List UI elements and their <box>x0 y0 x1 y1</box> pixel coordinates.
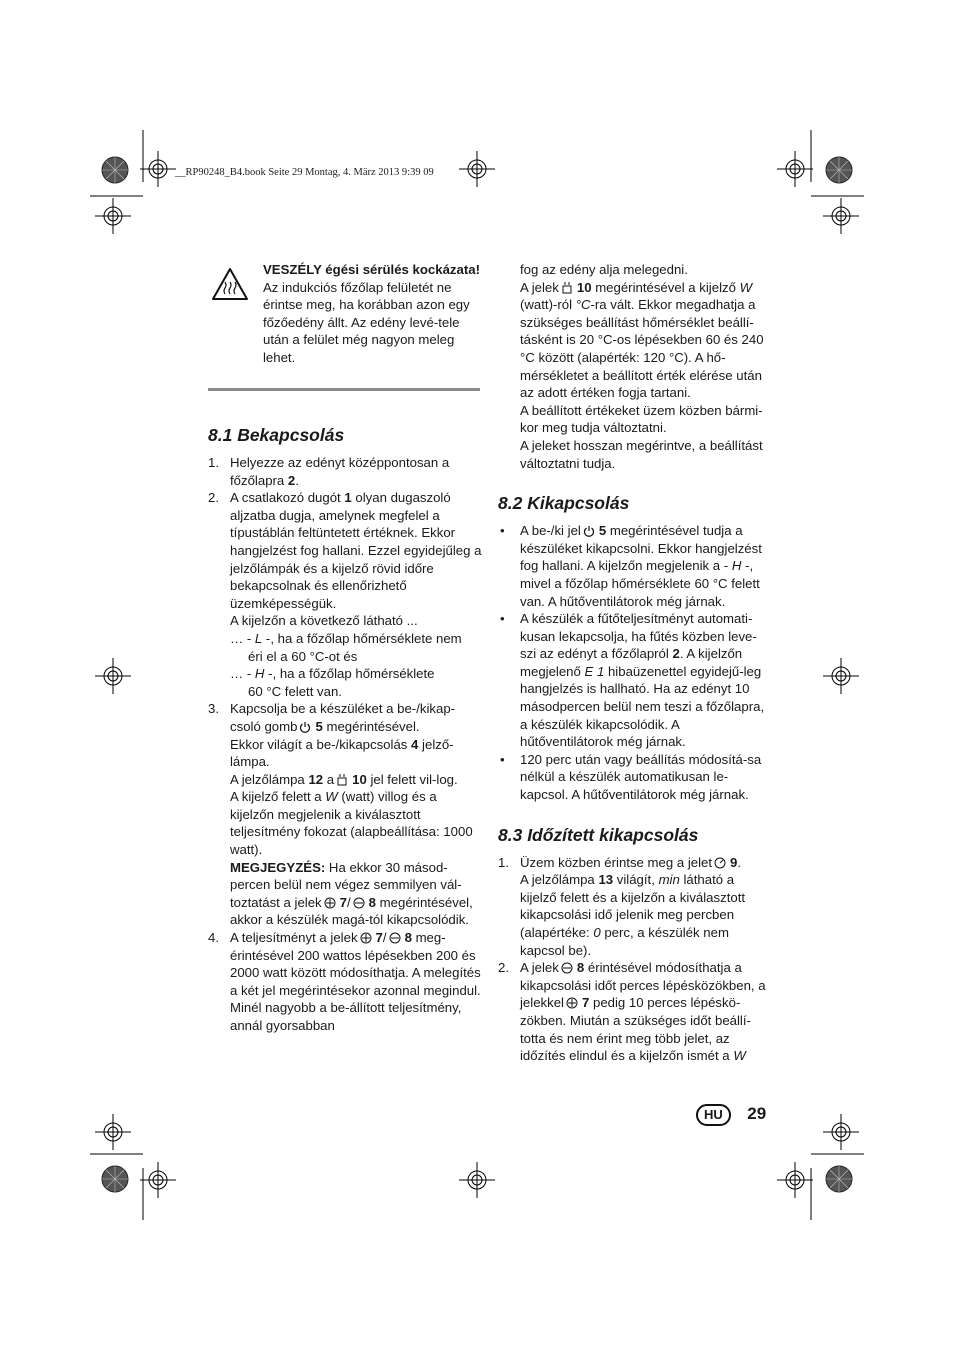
registration-crosshair-tc <box>459 151 495 187</box>
error-code: E 1 <box>584 663 605 679</box>
text: . <box>295 472 299 488</box>
text: A kijelzőn a következő látható ... <box>230 613 418 629</box>
item-number: 1. <box>208 455 219 470</box>
bullet-item-2 <box>498 610 772 751</box>
power-icon <box>583 525 595 537</box>
text: világít, <box>613 872 659 888</box>
timer-icon <box>714 857 726 869</box>
registration-crosshair-tr <box>777 151 813 187</box>
color-wheel-br <box>825 1165 853 1193</box>
bullet: • <box>500 751 505 767</box>
warning-body: Az indukciós főzőlap felületét ne érintse meg, ha korábban azon egy főzőedény állt. Az edény levé-tele után a felület még nagyon meleg lehet. <box>263 279 470 365</box>
text: A beállított értékeket üzem közben bármi-kor meg tudja változtatni. <box>520 402 763 436</box>
bullet-item-3 <box>498 751 772 804</box>
minus-icon <box>353 897 365 909</box>
book-file-header: __RP90248_B4.book Seite 29 Montag, 4. März 2013 9:39 09 <box>175 167 434 178</box>
ref-num: 10 <box>352 771 367 787</box>
display-H-line <box>208 665 482 683</box>
ref-num: 4 <box>411 736 419 752</box>
color-wheel-bl <box>101 1165 129 1193</box>
bullet: • <box>500 523 505 539</box>
text: meg-érintésével 200 wattos lépésekben 200 és 2000 watt között módosíthatja. A melegítés a két jel megérintésekor azonnal megindul. Minél nagyobb a be-állított teljesítmény, annál gyorsabban <box>230 930 481 1033</box>
registration-crosshair-br <box>777 1162 813 1198</box>
text: . A kijelzőn megjelenő <box>520 646 743 679</box>
color-wheel-tl <box>101 156 129 184</box>
text: látható a kijelző felett és a kijelzőn a kiválasztott kikapcsolási idő jelenik meg percben (alapértéke: <box>520 872 746 940</box>
cooking-pot-icon <box>336 773 348 786</box>
text: -ra vált. Ekkor megadhatja a szükséges beállítást hőmérséklet beállí-tásként is 20 °C-os lépésekben 60 és 240 °C között (alapérték: 120 °C). A hő-mérsékletet a beállított érték elérése után az adott értéken fogja tartani. <box>520 297 764 401</box>
list-item-4 <box>208 929 482 1035</box>
text: A kijelző felett a <box>230 789 326 805</box>
text: jel felett vil-log. <box>366 771 458 787</box>
ref-num: 2 <box>287 472 296 488</box>
text: olyan dugaszoló aljzatba dugja, amelynek megfelel a típustáblán feltüntetett értéknek. Ekkor hangjelzést fog hallani. Ezzel egyidejűleg a jelzőlámpák és a kijelző rövid időre bekapcsolnak és ellenőrizhető üzemképességük. <box>230 490 482 611</box>
text: 60 °C felett van. <box>248 683 342 699</box>
text: jelző-lámpa. <box>230 736 454 770</box>
registration-crosshair-r2 <box>823 658 859 694</box>
text: (watt)-ról <box>520 297 576 313</box>
ref-num: 10 <box>576 279 592 295</box>
text: … - <box>230 666 255 682</box>
ref-num: 2 <box>672 646 680 662</box>
page-number: 29 <box>747 1104 767 1123</box>
text: / <box>346 894 351 910</box>
display-L: L <box>254 630 263 646</box>
text: éri el a 60 °C-ot és <box>248 648 358 664</box>
registration-crosshair-tl <box>140 151 176 187</box>
text: A teljesítményt a jelek <box>230 930 358 946</box>
ref-num: 8 <box>368 894 376 910</box>
text: fog az edény alja melegedni. <box>520 262 688 277</box>
text: A jelzőlámpa <box>520 872 599 888</box>
text: A jelek <box>520 960 559 976</box>
section-8-2-title: 8.2 Kikapcsolás <box>498 493 630 514</box>
text: Kapcsolja be a készüléket a be-/kikap-csoló gomb <box>230 701 456 734</box>
text: Üzem közben érintse meg a jelet <box>520 854 713 870</box>
ref-num: 5 <box>315 718 323 734</box>
text: A jelzőlámpa <box>230 771 309 787</box>
text: A csatlakozó dugót <box>230 490 345 506</box>
text: A készülék a fűtőteljesítményt automati-kusan lekapcsolja, ha fűtés közben leve-szi az edényt a főzőlapról <box>520 611 757 662</box>
page-footer <box>696 1104 766 1126</box>
text: Ekkor világít a be-/kikapcsolás <box>230 736 412 752</box>
unit-W: W <box>733 1048 746 1064</box>
text: / <box>382 930 387 946</box>
display-min: min <box>658 872 680 888</box>
plus-icon <box>360 932 372 944</box>
registration-crosshair-l2 <box>95 658 131 694</box>
warning-box <box>208 261 480 367</box>
registration-crosshair-bc <box>459 1162 495 1198</box>
text: a <box>323 771 335 787</box>
registration-crosshair-bl <box>140 1162 176 1198</box>
text: Helyezze az edényt középpontosan a főzőlapra <box>230 455 450 488</box>
unit-W: W <box>739 279 753 295</box>
text: megérintésével a kijelző <box>591 279 740 295</box>
text: (watt) villog és a kijelzőn megjelenik a kiválasztott teljesítmény fokozat (alapbeállítása: 1000 watt). <box>230 789 473 858</box>
text: … - <box>230 630 255 646</box>
section-8-3-title: 8.3 Időzített kikapcsolás <box>498 824 699 845</box>
unit-W: W <box>325 789 338 805</box>
timer-item-2 <box>498 959 772 1065</box>
text: A be-/ki jel <box>520 523 581 539</box>
item-number: 4. <box>208 930 219 946</box>
warning-title: VESZÉLY égési sérülés kockázata! <box>263 262 480 277</box>
registration-crosshair-r1 <box>823 198 859 234</box>
color-wheel-tr <box>825 156 853 184</box>
ref-num: 5 <box>598 523 607 539</box>
item-number: 1. <box>498 854 509 870</box>
list-item-1 <box>208 454 482 489</box>
text: pedig 10 perces lépéskö-zökben. Miután a szükséges időt beállí-totta és nem érint meg több jelet, az időzítés elindul és a kijelzőn ismét a <box>520 995 751 1064</box>
text: érintésével módosíthatja a kikapcsolási időt perces lépésközökben, a jelekkel <box>520 960 766 1011</box>
display-L-line <box>208 630 482 648</box>
item-number: 3. <box>208 701 219 717</box>
plus-icon <box>324 897 336 909</box>
cooking-pot-icon <box>561 281 573 294</box>
display-H: H <box>731 558 742 574</box>
text: megérintésével, akkor a készülék magá-tól kikapcsolódik. <box>230 894 473 928</box>
registration-crosshair-l1 <box>95 198 131 234</box>
text: megérintésével tudja a készüléket kikapcsolni. Ekkor hangjelzést fog hallani. A kijelzőn megjelenik a - <box>520 523 762 574</box>
minus-icon <box>561 962 573 974</box>
display-H: H <box>254 666 265 682</box>
ref-num: 12 <box>308 771 324 787</box>
text: A jeleket hosszan megérintve, a beállítást változtatni tudja. <box>520 437 763 471</box>
power-icon <box>299 721 311 733</box>
text: -, ha a főzőlap hőmérséklete <box>264 666 435 682</box>
minus-icon <box>389 932 401 944</box>
language-badge: HU <box>696 1104 731 1126</box>
ref-num: 1 <box>344 490 352 506</box>
section-8-1-title: 8.1 Bekapcsolás <box>208 425 345 445</box>
registration-crosshair-r3 <box>823 1114 859 1150</box>
item-number: 2. <box>208 490 219 506</box>
ref-num: 7 <box>581 995 590 1011</box>
unit-C: °C <box>575 297 591 313</box>
list-item-2 <box>208 489 482 630</box>
bullet: • <box>500 611 505 627</box>
text: . <box>737 854 742 870</box>
warning-divider <box>208 388 480 391</box>
left-column <box>208 424 482 1035</box>
right-column <box>498 261 772 1065</box>
ref-num: 7 <box>375 930 383 946</box>
text: perc, a készülék nem kapcsol be). <box>520 925 729 958</box>
registration-crosshair-l3 <box>95 1114 131 1150</box>
display-zero: 0 <box>593 925 601 940</box>
text: -, mivel a főzőlap hőmérséklete 60 °C felett van. A hűtőventilátorok még járnak. <box>520 558 760 609</box>
bullet-item-1 <box>498 522 772 610</box>
item-number: 2. <box>498 960 509 976</box>
note-label: MEGJEGYZÉS: <box>230 859 326 875</box>
text: -, ha a főzőlap hőmérséklete nem <box>262 630 462 646</box>
ref-num: 8 <box>576 960 585 976</box>
hot-surface-warning-icon <box>211 267 249 301</box>
ref-num: 8 <box>404 930 412 946</box>
ref-num: 7 <box>339 894 347 910</box>
list-item-3 <box>208 700 482 929</box>
plus-icon <box>566 997 578 1009</box>
text: megérintésével. <box>322 718 420 734</box>
text: 120 perc után vagy beállítás módosítá-sa nélkül a készülék automatikusan le-kapcsol. A hűtőventilátorok még járnak. <box>520 751 762 803</box>
text: A jelek <box>520 279 559 295</box>
text: Ha ekkor 30 másod-percen belül nem végez semmilyen vál-toztatást a jelek <box>230 859 462 910</box>
text: hibaüzenettel egyidejű-leg hangjelzés is hallható. Ha az edényt 10 másodpercen belül nem teszi a főzőlapra, a készülék kikapcsolódik. A hűtőventilátorok még járnak. <box>520 663 765 750</box>
timer-item-1 <box>498 854 772 960</box>
ref-num: 9 <box>730 854 738 870</box>
ref-num: 13 <box>598 872 614 888</box>
